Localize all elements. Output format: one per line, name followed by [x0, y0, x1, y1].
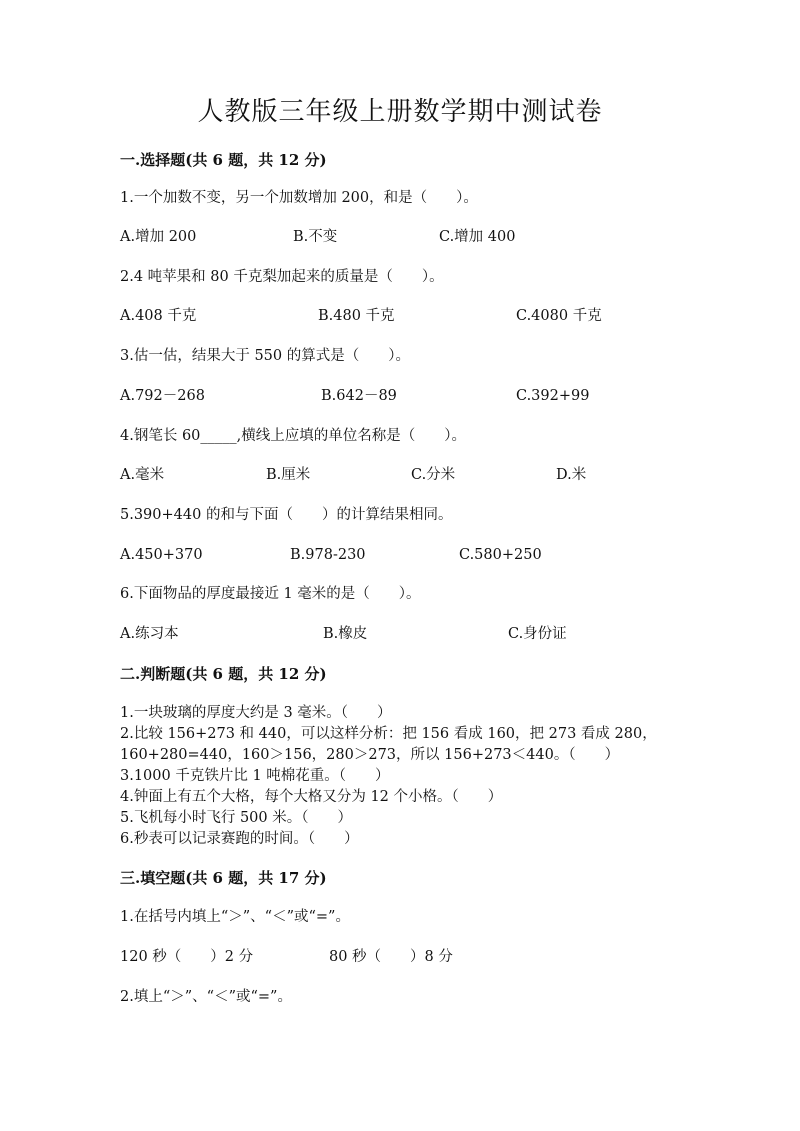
question-option: B.642－89	[321, 388, 397, 404]
question-option: A.毫米	[120, 467, 165, 483]
question-text: 3.估一估，结果大于 550 的算式是（ ）。	[120, 348, 410, 364]
judgement-line: 5.飞机每小时飞行 500 米。（ ）	[120, 810, 352, 826]
question-text: 2.4 吨苹果和 80 千克梨加起来的质量是（ ）。	[120, 269, 444, 285]
question-option: A.增加 200	[120, 229, 197, 245]
judgement-line: 3.1000 千克铁片比 1 吨棉花重。（ ）	[120, 768, 390, 784]
question-option: C.增加 400	[439, 229, 516, 245]
section-heading-choice: 一.选择题(共 6 题，共 12 分)	[120, 151, 327, 169]
question-option: C.4080 千克	[516, 308, 602, 324]
question-text: 5.390+440 的和与下面（ ）的计算结果相同。	[120, 507, 453, 523]
page-title: 人教版三年级上册数学期中测试卷	[197, 97, 603, 127]
question-option: A.408 千克	[120, 308, 197, 324]
section-heading-judgement: 二.判断题(共 6 题，共 12 分)	[120, 665, 327, 683]
judgement-line: 2.比较 156+273 和 440，可以这样分析：把 156 看成 160，把 273 看成 280，	[120, 726, 657, 742]
question-option: A.450+370	[120, 547, 203, 563]
question-option: A.792－268	[120, 388, 205, 404]
question-option: C.392+99	[516, 388, 590, 404]
question-option: B.橡皮	[323, 626, 368, 642]
question-text: 2.填上“＞”、“＜”或“=”。	[120, 989, 292, 1005]
question-option: A.练习本	[120, 626, 179, 642]
question-text: 1.在括号内填上“＞”、“＜”或“=”。	[120, 909, 350, 925]
question-text: 4.钢笔长 60_____,横线上应填的单位名称是（ ）。	[120, 428, 467, 444]
question-text: 6.下面物品的厚度最接近 1 毫米的是（ ）。	[120, 586, 421, 602]
question-option: B.978-230	[290, 547, 366, 563]
question-option: C.580+250	[459, 547, 542, 563]
judgement-line: 6.秒表可以记录赛跑的时间。（ ）	[120, 831, 359, 847]
judgement-line: 4.钟面上有五个大格，每个大格又分为 12 个小格。（ ）	[120, 789, 503, 805]
question-option: B.不变	[293, 229, 338, 245]
comparison-item: 120 秒（ ）2 分	[120, 949, 254, 965]
question-option: C.分米	[411, 467, 456, 483]
question-option: B.480 千克	[318, 308, 395, 324]
question-text: 1.一个加数不变，另一个加数增加 200，和是（ ）。	[120, 190, 478, 206]
question-option: C.身份证	[508, 626, 567, 642]
judgement-line: 1.一块玻璃的厚度大约是 3 毫米。（ ）	[120, 705, 392, 721]
question-option: D.米	[556, 467, 587, 483]
section-heading-fill-blank: 三.填空题(共 6 题，共 17 分)	[120, 869, 327, 887]
judgement-line: 160+280=440，160＞156，280＞273，所以 156+273＜440。（ ）	[120, 747, 620, 763]
comparison-item: 80 秒（ ）8 分	[329, 949, 453, 965]
question-option: B.厘米	[266, 467, 311, 483]
